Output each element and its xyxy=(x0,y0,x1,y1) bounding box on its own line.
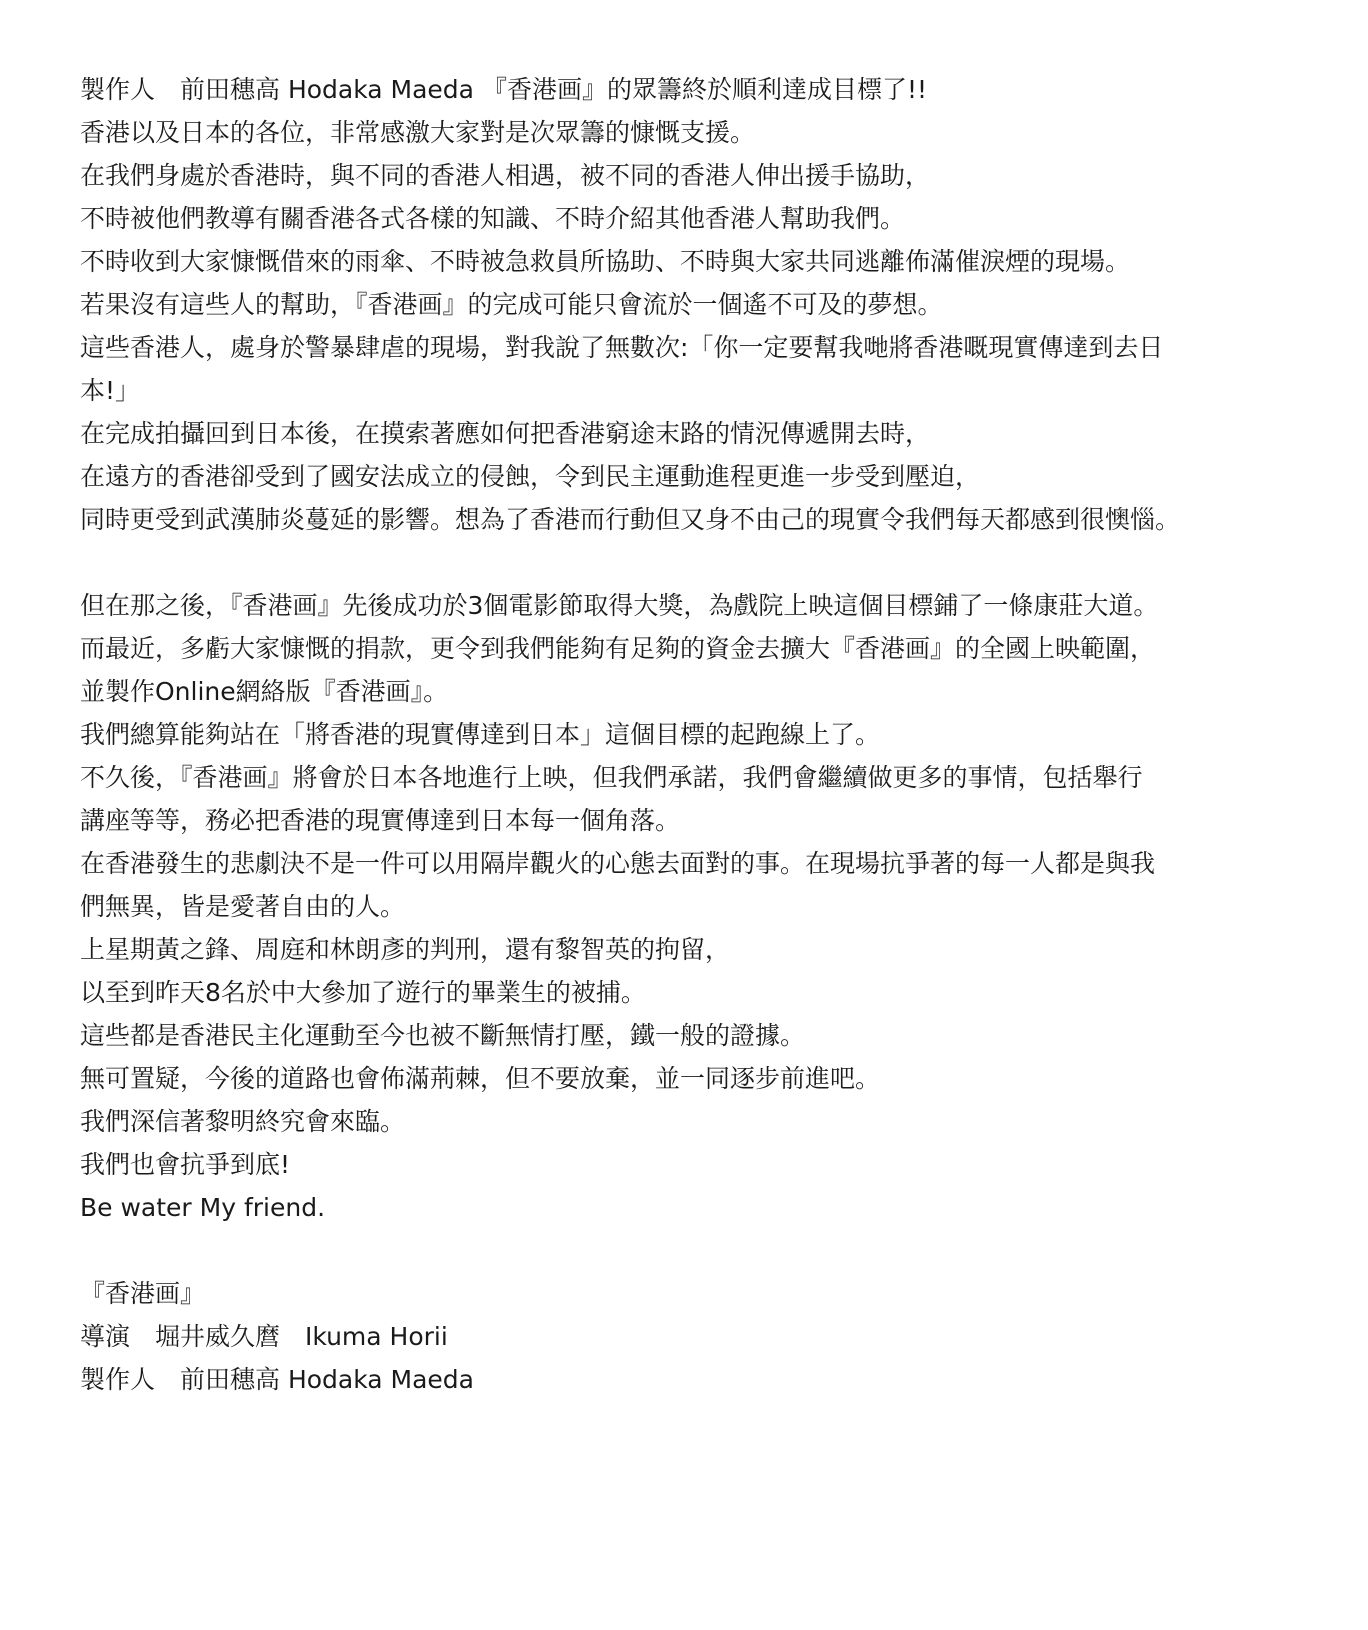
producer-credit: 製作人 前田穗高 Hodaka Maeda xyxy=(80,1365,474,1394)
text-line: 若果沒有這些人的幫助，『香港画』的完成可能只會流於一個遙不可及的夢想。 xyxy=(80,290,943,319)
text-line: 並製作Online網絡版『香港画』。 xyxy=(80,677,449,706)
text-line: 在遠方的香港卻受到了國安法成立的侵蝕，令到民主運動進程更進一步受到壓迫， xyxy=(80,462,981,491)
text-line: 上星期黃之鋒、周庭和林朗彥的判刑，還有黎智英的拘留， xyxy=(80,935,731,964)
text-line: 們無異，皆是愛著自由的人。 xyxy=(80,892,406,921)
text-line: 我們也會抗爭到底! xyxy=(80,1150,291,1179)
paragraph-spacer xyxy=(80,1229,1308,1272)
text-line: 講座等等，務必把香港的現實傳達到日本每一個角落。 xyxy=(80,806,681,835)
paragraph-2 xyxy=(80,584,1308,1229)
text-line: 在完成拍攝回到日本後，在摸索著應如何把香港窮途末路的情況傳遞開去時， xyxy=(80,419,931,448)
text-line: 本!」 xyxy=(80,376,141,405)
text-line: 製作人 前田穗高 Hodaka Maeda 『香港画』的眾籌終於順利達成目標了!! xyxy=(80,75,927,104)
text-line: 不久後，『香港画』將會於日本各地進行上映，但我們承諾，我們會繼續做更多的事情，包括舉行 xyxy=(80,763,1143,792)
text-line: 我們總算能夠站在「將香港的現實傳達到日本」這個目標的起跑線上了。 xyxy=(80,720,881,749)
text-line: 不時收到大家慷慨借來的雨傘、不時被急救員所協助、不時與大家共同逃離佈滿催淚煙的現場。 xyxy=(80,247,1131,276)
text-line: 但在那之後，『香港画』先後成功於3個電影節取得大獎，為戲院上映這個目標鋪了一條康莊大道。 xyxy=(80,591,1159,620)
paragraph-spacer xyxy=(80,541,1308,584)
text-line: 我們深信著黎明終究會來臨。 xyxy=(80,1107,406,1136)
text-line: 這些香港人，處身於警暴肆虐的現場，對我說了無數次:「你一定要幫我哋將香港嘅現實傳達到去日 xyxy=(80,333,1164,362)
text-line: Be water My friend. xyxy=(80,1193,326,1222)
text-line: 在我們身處於香港時，與不同的香港人相遇，被不同的香港人伸出援手協助， xyxy=(80,161,931,190)
text-line: 以至到昨天8名於中大參加了遊行的畢業生的被捕。 xyxy=(80,978,646,1007)
text-line: 在香港發生的悲劇決不是一件可以用隔岸觀火的心態去面對的事。在現場抗爭著的每一人都是與我 xyxy=(80,849,1156,878)
text-line: 同時更受到武漢肺炎蔓延的影響。想為了香港而行動但又身不由己的現實令我們每天都感到很懊惱。 xyxy=(80,505,1181,534)
text-line: 香港以及日本的各位，非常感激大家對是次眾籌的慷慨支援。 xyxy=(80,118,756,147)
text-line: 而最近，多虧大家慷慨的捐款，更令到我們能夠有足夠的資金去擴大『香港画』的全國上映範圍， xyxy=(80,634,1156,663)
text-line: 無可置疑，今後的道路也會佈滿荊棘，但不要放棄，並一同逐步前進吧。 xyxy=(80,1064,881,1093)
director-credit: 導演 堀井威久麿 Ikuma Horii xyxy=(80,1322,448,1351)
text-line: 這些都是香港民主化運動至今也被不斷無情打壓，鐵一般的證據。 xyxy=(80,1021,806,1050)
paragraph-1 xyxy=(80,68,1308,541)
film-title: 『香港画』 xyxy=(80,1279,206,1308)
text-line: 不時被他們教導有關香港各式各樣的知識、不時介紹其他香港人幫助我們。 xyxy=(80,204,906,233)
document-body xyxy=(80,68,1308,1401)
signature-block xyxy=(80,1272,1308,1401)
